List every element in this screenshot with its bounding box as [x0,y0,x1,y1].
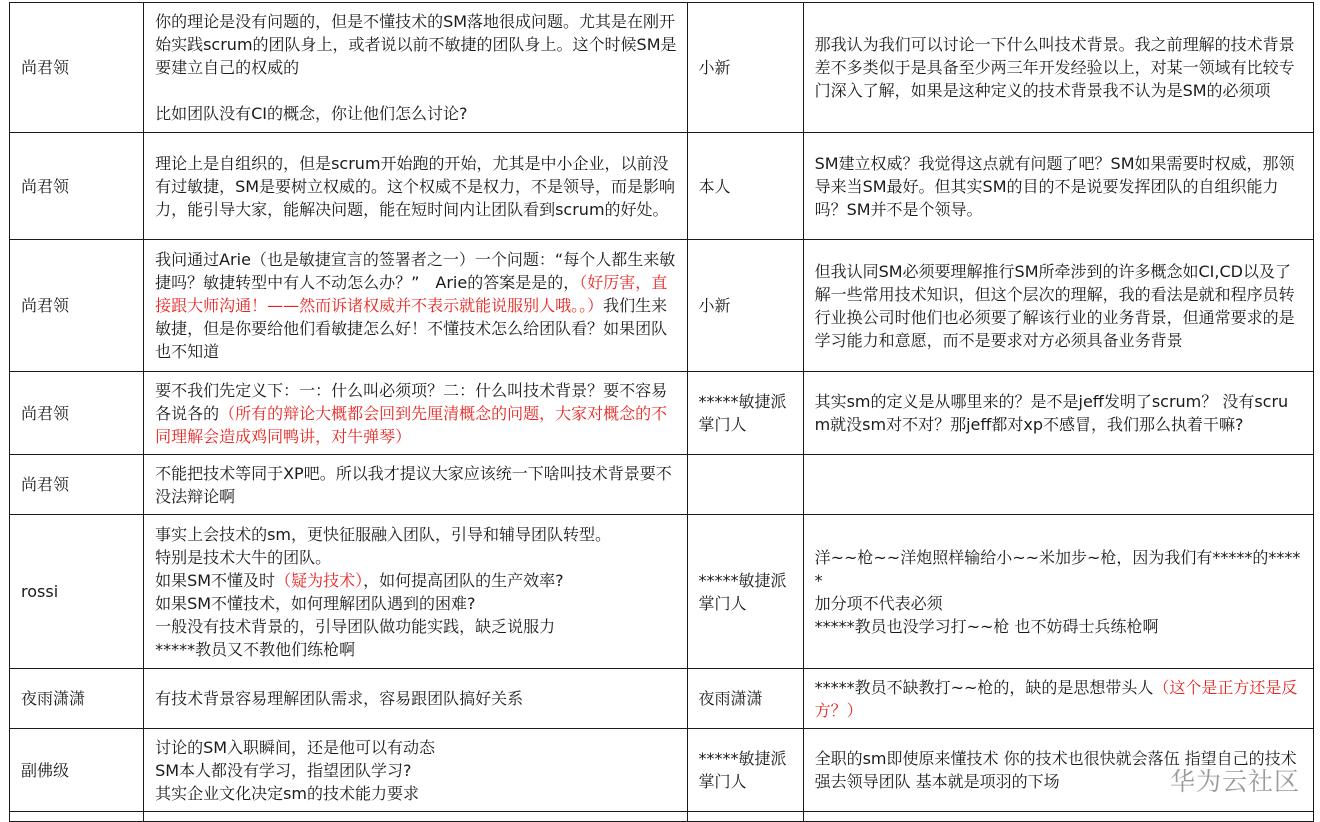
right-statement-text [815,152,1303,221]
left-speaker-name: 副佛级 [21,760,70,780]
left-speaker-cell [10,3,144,133]
statement-segment: *****教员又不教他们练枪啊 [155,639,356,659]
text-line [155,10,676,79]
left-statement-text [155,523,676,661]
left-statement-text [155,248,676,363]
left-speaker-cell [10,133,144,240]
table-row [10,455,1314,515]
text-line [155,102,676,125]
statement-segment: SM建立权威？我觉得这点就有问题了吧？SM如果需要时权威，那领导来当SM最好。但其实SM的目的不是说要发挥团队的自组织能力吗？SM并不是个领导。 [814,153,1295,219]
left-statement-cell [144,669,687,729]
statement-segment: 洋~~枪~~洋炮照样输给小~~米加步~枪，因为我们有*****的***** [814,547,1301,590]
left-statement-cell [144,729,687,812]
left-statement-cell [144,515,687,669]
left-statement-text [155,152,676,221]
statement-segment: 我们生来敏捷，但是你要给他们看敏捷怎么好！不懂技术怎么给团队看？如果团队也不知道 [155,296,668,361]
right-statement-cell [803,515,1313,669]
text-line [155,592,676,615]
watermark-logo-text: 华为云社区 [1169,767,1300,796]
text-line [155,638,676,661]
table-row [10,372,1314,455]
right-speaker-name: 小新 [698,296,731,315]
left-speaker-name: 尚君领 [21,403,70,423]
text-line [815,546,1303,592]
statement-segment: 有技术背景容易理解团队需求，容易跟团队搞好关系 [155,689,524,708]
right-statement-text [815,390,1303,436]
left-speaker-name: 尚君领 [21,176,70,196]
left-statement-cell [144,3,687,133]
text-line [815,33,1303,102]
statement-segment: 其实企业文化决定sm的技术能力要求 [155,783,420,803]
right-speaker-name: *****敏捷派掌门人 [698,392,787,434]
text-line [155,546,676,569]
left-statement-text [155,10,676,125]
table-row [10,133,1314,240]
text-line [155,782,676,805]
statement-segment: 特别是技术大牛的团队。 [155,547,332,567]
statement-segment: 加分项不代表必须 [814,593,943,613]
text-line [155,615,676,638]
editor-comment-red: （好厉害，直接跟大师沟通！——然而诉诸权威并不表示就能说服别人哦。。） [155,273,668,315]
right-statement-cell [803,133,1313,240]
left-speaker-name: rossi [21,582,59,601]
right-speaker-name: 本人 [698,176,731,196]
debate-table-body [10,3,1314,822]
left-speaker-cell [10,455,144,515]
blank-line [155,79,676,102]
table-row [10,669,1314,729]
left-statement-cell [144,455,687,515]
left-speaker-cell [10,240,144,372]
left-statement-text [155,379,676,448]
text-line [815,260,1303,352]
statement-segment: ，如何提高团队的生产效率? [363,570,564,590]
text-line [155,759,676,782]
table-row [10,3,1314,133]
statement-segment: 讨论的SM入职瞬间，还是他可以有动态 [155,737,436,757]
right-statement-cell [803,669,1313,729]
right-speaker-cell [687,133,803,240]
right-speaker-cell [687,515,803,669]
left-speaker-name: 尚君领 [21,475,70,494]
right-statement-cell [803,455,1313,515]
editor-comment-red: （疑为技术） [275,570,364,590]
right-speaker-name: *****敏捷派掌门人 [698,749,787,791]
statement-segment: 要不我们先定义下：一：什么叫必须项？二：什么叫技术背景？要不容易各说各的 [155,380,668,423]
table-row [10,240,1314,372]
debate-table [9,2,1314,822]
right-speaker-cell [687,372,803,455]
table-row [10,729,1314,812]
right-speaker-cell [687,3,803,133]
text-line [815,676,1303,722]
text-line [815,592,1303,615]
statement-segment: 但我认同SM必须要理解推行SM所牵涉到的许多概念如CI,CD以及了解一些常用技术知识，但这个层次的理解，我的看法是就和程序员转行业换公司时他们也必须要了解该行业的业务背景，但通常要求的是学习能力和意愿，而不是要求对方必须具备业务背景 [814,261,1295,350]
statement-segment: SM本人都没有学习，指望团队学习? [155,760,412,780]
editor-comment-red: （所有的辩论大概都会回到先厘清概念的问题，大家对概念的不同理解会造成鸡同鸭讲，对牛弹琴） [155,403,668,446]
text-line [155,569,676,592]
statement-segment: 如果SM不懂及时 [155,570,276,590]
statement-segment: 你的理论是没有问题的，但是不懂技术的SM落地很成问题。尤其是在刚开始实践scrum的团队身上，或者说以前不敏捷的团队身上。这个时候SM是要建立自己的权威的 [155,12,677,77]
right-statement-text [815,676,1303,722]
text-line [155,462,676,508]
left-speaker-cell [10,372,144,455]
text-line [815,390,1303,436]
right-speaker-cell [687,240,803,372]
text-line [155,379,676,448]
left-speaker-name: 夜雨潇潇 [21,689,86,708]
right-statement-text [815,33,1303,102]
left-speaker-cell [10,729,144,812]
statement-segment: *****教员也没学习打~~枪 也不妨碍士兵练枪啊 [814,616,1159,636]
text-line [155,736,676,759]
statement-segment: 全职的sm即使原来懂技术 你的技术也很快就会落伍 指望自己的技术强去领导团队 基本就是项羽的下场 [814,749,1297,791]
text-line [815,152,1303,221]
statement-segment: 如果SM不懂技术，如何理解团队遇到的困难? [155,593,476,613]
text-line [155,152,676,221]
right-statement-cell [803,240,1313,372]
right-speaker-cell [687,455,803,515]
left-statement-cell [144,240,687,372]
left-statement-text [155,736,676,805]
statement-segment: 那我认为我们可以讨论一下什么叫技术背景。我之前理解的技术背景差不多类似于是具备至少两三年开发经验以上，对某一领域有比较专门深入了解，如果是这种定义的技术背景我不认为是SM的必须项 [814,35,1295,100]
text-line [155,248,676,363]
left-speaker-name: 尚君领 [21,296,70,315]
right-statement-text [815,260,1303,352]
left-statement-text [155,687,676,710]
right-speaker-name: 小新 [698,58,731,77]
statement-segment: 一般没有技术背景的，引导团队做功能实践，缺乏说服力 [155,616,556,636]
right-speaker-name: *****敏捷派掌门人 [698,570,787,613]
left-statement-cell [144,372,687,455]
left-speaker-cell [10,515,144,669]
text-line [155,687,676,710]
left-speaker-name: 尚君领 [21,58,70,77]
table-row [10,515,1314,669]
left-statement-cell [144,133,687,240]
left-speaker-cell [10,669,144,729]
right-statement-cell [803,372,1313,455]
text-line [815,615,1303,638]
right-statement-text [815,546,1303,638]
statement-segment: 理论上是自组织的，但是scrum开始跑的开始，尤其是中小企业，以前没有过敏捷，SM是要树立权威的。这个权威不是权力，不是领导，而是影响力，能引导大家，能解决问题，能在短时间内让团队看到scrum的好处。 [155,153,676,219]
right-speaker-cell [687,669,803,729]
statement-segment: 比如团队没有CI的概念，你让他们怎么讨论? [155,104,468,123]
statement-segment: 我问通过Arie（也是敏捷宣言的签署者之一）一个问题：“每个人都生来敏捷吗？敏捷转型中有人不动怎么办？” Arie的答案是是的， [155,250,676,292]
statement-segment: *****教员不缺教打~~枪的，缺的是思想带头人 [814,677,1154,697]
left-statement-text [155,462,676,508]
statement-segment: 事实上会技术的sm，更快征服融入团队，引导和辅导团队转型。 [155,524,612,544]
statement-segment: 不能把技术等同于XP吧。所以我才提议大家应该统一下啥叫技术背景要不没法辩论啊 [155,463,672,506]
right-speaker-name: 夜雨潇潇 [698,689,763,708]
editor-comment-red: （这个是正方还是反方？） [814,677,1298,720]
right-statement-cell [803,3,1313,133]
text-line [155,523,676,546]
statement-segment: 其实sm的定义是从哪里来的？是不是jeff发明了scrum？ 没有scrum就没sm对不对？那jeff都对xp不感冒，我们那么执着干嘛? [814,392,1289,434]
right-speaker-cell [687,729,803,812]
